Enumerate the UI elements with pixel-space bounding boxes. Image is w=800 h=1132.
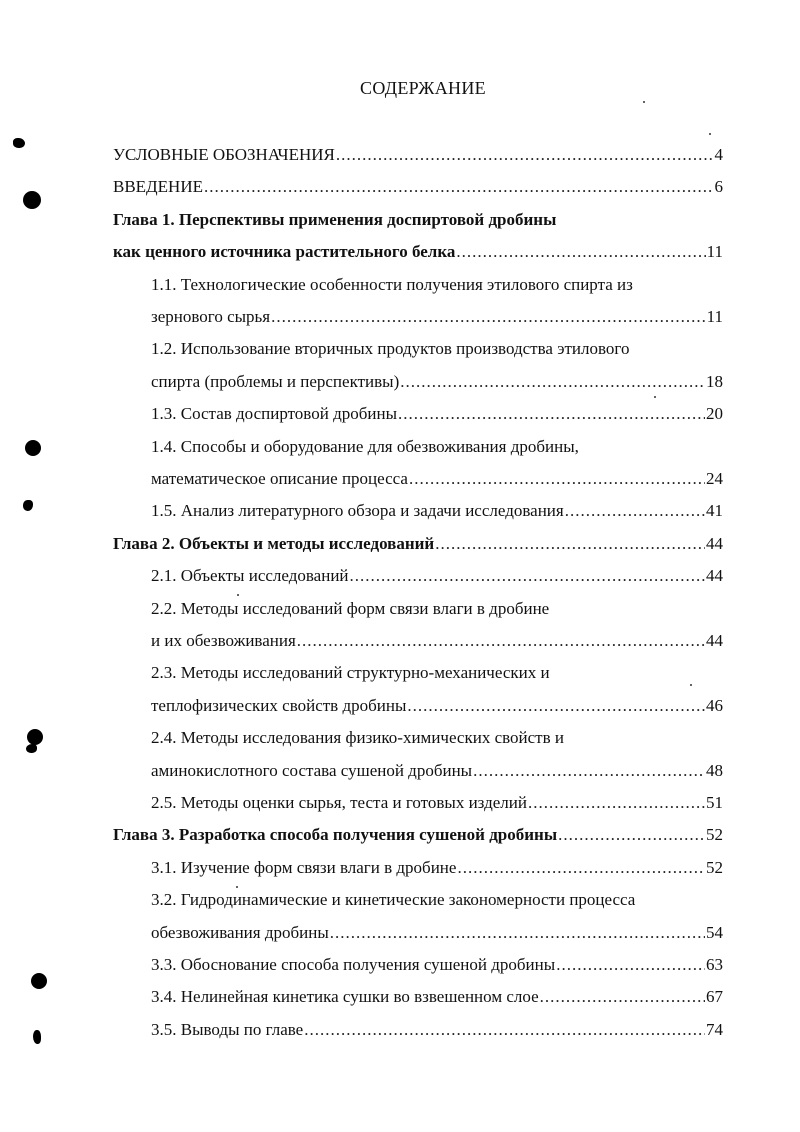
page-number: 6	[714, 177, 723, 196]
toc-label: 3.4. Нелинейная кинетика сушки во взвешенном слое	[151, 987, 539, 1006]
scan-speck	[236, 886, 238, 888]
toc-row-2-5[interactable]	[151, 788, 723, 818]
toc-row-2-3[interactable]	[151, 691, 723, 721]
scan-speck	[690, 684, 692, 686]
toc-row-1-1-line1[interactable]	[151, 270, 723, 300]
page-number: 74	[706, 1020, 723, 1039]
toc-label: 2.4. Методы исследования физико-химических свойств и	[151, 728, 564, 747]
scan-speck	[643, 101, 645, 103]
scan-mark	[23, 500, 33, 511]
scan-speck	[654, 396, 656, 398]
toc-label: математическое описание процесса	[151, 469, 408, 488]
toc-row-2-3-line1[interactable]	[151, 658, 723, 688]
binder-hole	[27, 729, 43, 745]
page-number: 20	[706, 404, 723, 423]
toc-label: 2.3. Методы исследований структурно-механических и	[151, 663, 550, 682]
page-number: 11	[706, 307, 723, 326]
leader-dots	[435, 529, 705, 559]
toc-label: Глава 3. Разработка способа получения сушеной дробины	[113, 825, 558, 844]
toc-row-1-3[interactable]	[151, 399, 723, 429]
leader-dots	[473, 756, 705, 786]
toc-row-2-4[interactable]	[151, 756, 723, 786]
toc-label: 3.1. Изучение форм связи влаги в дробине	[151, 858, 457, 877]
scan-mark	[13, 138, 25, 148]
toc-label: аминокислотного состава сушеной дробины	[151, 761, 473, 780]
toc-row-notation[interactable]	[113, 140, 723, 170]
toc-row-3-5[interactable]	[151, 1015, 723, 1045]
toc-label: теплофизических свойств дробины	[151, 696, 407, 715]
toc-label: 1.2. Использование вторичных продуктов производства этилового	[151, 339, 630, 358]
toc-row-chapter1-line1[interactable]	[113, 205, 723, 235]
page-number: 52	[706, 858, 723, 877]
toc-label: обезвоживания дробины	[151, 923, 329, 942]
toc-label: и их обезвоживания	[151, 631, 296, 650]
leader-dots	[407, 691, 705, 721]
leader-dots	[304, 1015, 705, 1045]
leader-dots	[400, 367, 705, 397]
page-number: 67	[706, 987, 723, 1006]
toc-label: 1.3. Состав доспиртовой дробины	[151, 404, 397, 423]
toc-label: 3.2. Гидродинамические и кинетические закономерности процесса	[151, 890, 636, 909]
scan-speck	[237, 594, 239, 596]
binder-hole	[25, 440, 41, 456]
scan-speck	[709, 133, 711, 135]
toc-label: 3.5. Выводы по главе	[151, 1020, 304, 1039]
leader-dots	[204, 172, 714, 202]
leader-dots	[556, 950, 705, 980]
toc-label: как ценного источника растительного белка	[113, 242, 456, 261]
leader-dots	[297, 626, 705, 656]
toc-label: спирта (проблемы и перспективы)	[151, 372, 400, 391]
toc-row-3-2-line1[interactable]	[151, 885, 723, 915]
binder-hole	[23, 191, 41, 209]
leader-dots	[456, 237, 705, 267]
leader-dots	[457, 853, 705, 883]
scan-mark	[26, 744, 37, 753]
page-number: 18	[706, 372, 723, 391]
page-number: 4	[714, 145, 723, 164]
toc-row-2-4-line1[interactable]	[151, 723, 723, 753]
toc-label: Глава 1. Перспективы применения доспиртовой дробины	[113, 210, 557, 229]
page-number: 48	[706, 761, 723, 780]
page-number: 41	[706, 501, 723, 520]
leader-dots	[528, 788, 705, 818]
page-number: 63	[706, 955, 723, 974]
page-number: 44	[706, 566, 723, 585]
page-number: 11	[706, 242, 723, 261]
leader-dots	[336, 140, 714, 170]
page-title: СОДЕРЖАНИЕ	[360, 78, 486, 98]
toc-label: 2.1. Объекты исследований	[151, 566, 349, 585]
toc-row-3-1[interactable]	[151, 853, 723, 883]
page-number: 52	[706, 825, 723, 844]
toc-row-1-2-line1[interactable]	[151, 334, 723, 364]
leader-dots	[558, 820, 705, 850]
leader-dots	[565, 496, 705, 526]
toc-label: 2.5. Методы оценки сырья, теста и готовых изделий	[151, 793, 527, 812]
toc-row-chapter3[interactable]	[113, 820, 723, 850]
toc-label: Глава 2. Объекты и методы исследований	[113, 534, 435, 553]
toc-row-3-2[interactable]	[151, 918, 723, 948]
toc-row-3-4[interactable]	[151, 982, 723, 1012]
toc-label: зернового сырья	[151, 307, 271, 326]
toc-row-1-2[interactable]	[151, 367, 723, 397]
page-number: 54	[706, 923, 723, 942]
toc-row-1-1[interactable]	[151, 302, 723, 332]
page-number: 44	[706, 534, 723, 553]
toc-label: 2.2. Методы исследований форм связи влаги в дробине	[151, 599, 550, 618]
toc-label: 3.3. Обоснование способа получения сушеной дробины	[151, 955, 556, 974]
toc-row-2-2-line1[interactable]	[151, 594, 723, 624]
leader-dots	[540, 982, 705, 1012]
leader-dots	[330, 918, 705, 948]
toc-row-2-2[interactable]	[151, 626, 723, 656]
toc-row-1-5[interactable]	[151, 496, 723, 526]
toc-label: 1.5. Анализ литературного обзора и задачи исследования	[151, 501, 564, 520]
toc-row-3-3[interactable]	[151, 950, 723, 980]
page-number: 46	[706, 696, 723, 715]
leader-dots	[271, 302, 706, 332]
page-number: 44	[706, 631, 723, 650]
toc-label: 1.4. Способы и оборудование для обезвоживания дробины,	[151, 437, 579, 456]
toc-row-introduction[interactable]	[113, 172, 723, 202]
page-number: 24	[706, 469, 723, 488]
scan-mark	[33, 1030, 41, 1044]
toc-row-2-1[interactable]	[151, 561, 723, 591]
toc-row-1-4[interactable]	[151, 464, 723, 494]
toc-row-1-4-line1[interactable]	[151, 432, 723, 462]
toc-label: ВВЕДЕНИЕ	[113, 177, 203, 196]
leader-dots	[350, 561, 705, 591]
toc-row-chapter2[interactable]	[113, 529, 723, 559]
leader-dots	[398, 399, 705, 429]
toc-label: 1.1. Технологические особенности получения этилового спирта из	[151, 275, 633, 294]
toc-row-chapter1[interactable]	[113, 237, 723, 267]
toc-label: УСЛОВНЫЕ ОБОЗНАЧЕНИЯ	[113, 145, 335, 164]
page-number: 51	[706, 793, 723, 812]
leader-dots	[409, 464, 705, 494]
binder-hole	[31, 973, 47, 989]
